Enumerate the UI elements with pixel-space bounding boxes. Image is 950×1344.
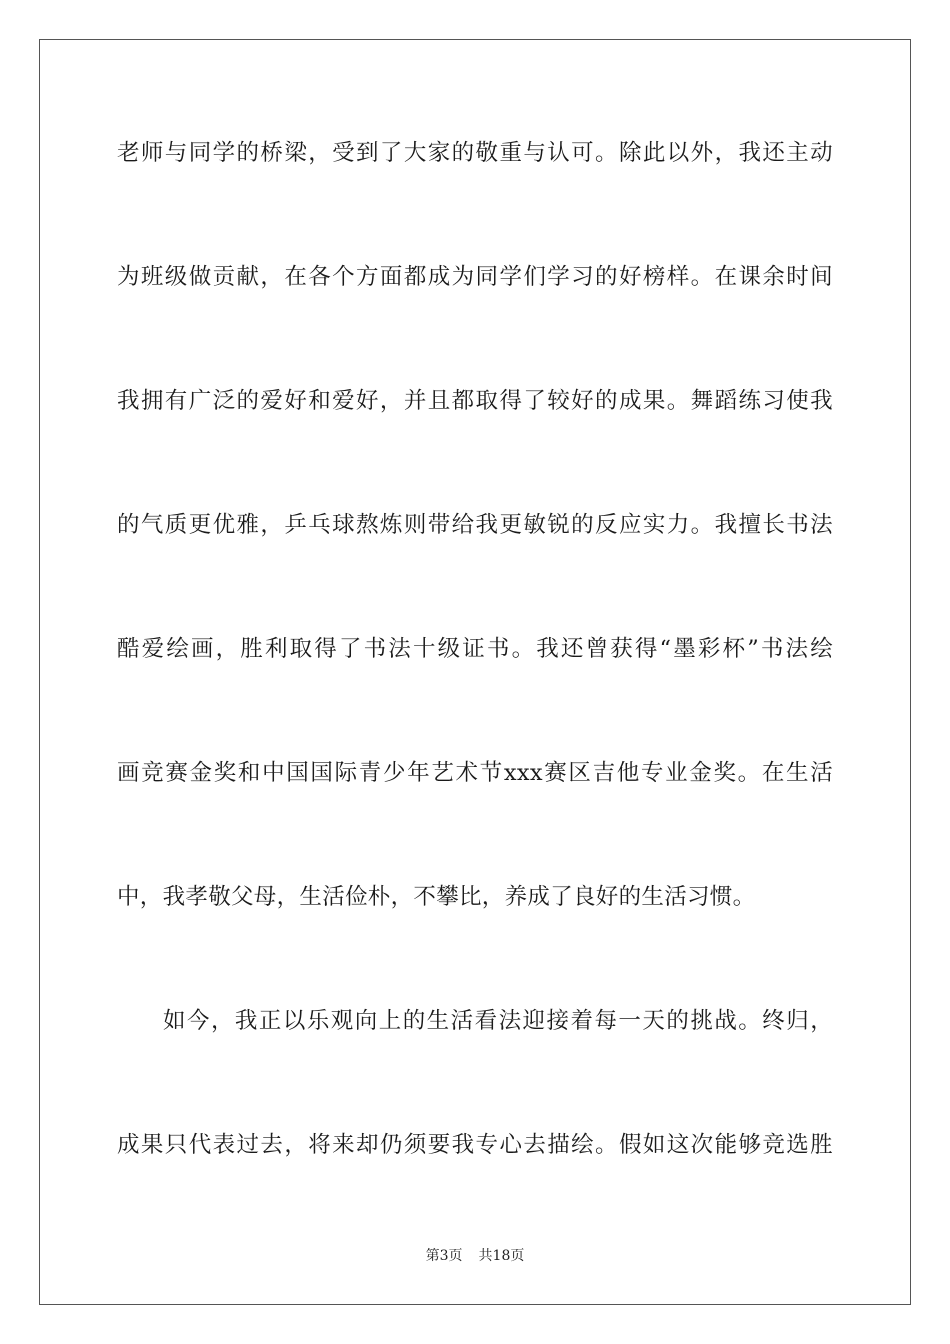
text-line-3: 我拥有广泛的爱好和爱好，并且都取得了较好的成果。舞蹈练习使我 <box>117 388 833 414</box>
text-line-1: 老师与同学的桥梁，受到了大家的敬重与认可。除此以外，我还主动 <box>117 140 833 166</box>
text-line-8-paragraph-start: 如今，我正以乐观向上的生活看法迎接着每一天的挑战。终归， <box>163 1008 833 1034</box>
text-line-7: 中，我孝敬父母，生活俭朴，不攀比，养成了良好的生活习惯。 <box>117 884 756 910</box>
text-line-2: 为班级做贡献，在各个方面都成为同学们学习的好榜样。在课余时间 <box>117 264 833 290</box>
page-number-total: 共18页 <box>478 1248 525 1264</box>
text-line-5: 酷爱绘画，胜利取得了书法十级证书。我还曾获得“墨彩杯”书法绘 <box>117 636 833 662</box>
text-line-6: 画竞赛金奖和中国国际青少年艺术节xxx赛区吉他专业金奖。在生活 <box>117 760 833 786</box>
page-border <box>39 39 911 1305</box>
text-line-9: 成果只代表过去，将来却仍须要我专心去描绘。假如这次能够竞选胜 <box>117 1132 833 1158</box>
text-line-4: 的气质更优雅，乒乓球熬炼则带给我更敏锐的反应实力。我擅长书法 <box>117 512 833 538</box>
page-number-current: 第3页 <box>425 1248 463 1264</box>
page-footer <box>0 1247 950 1265</box>
